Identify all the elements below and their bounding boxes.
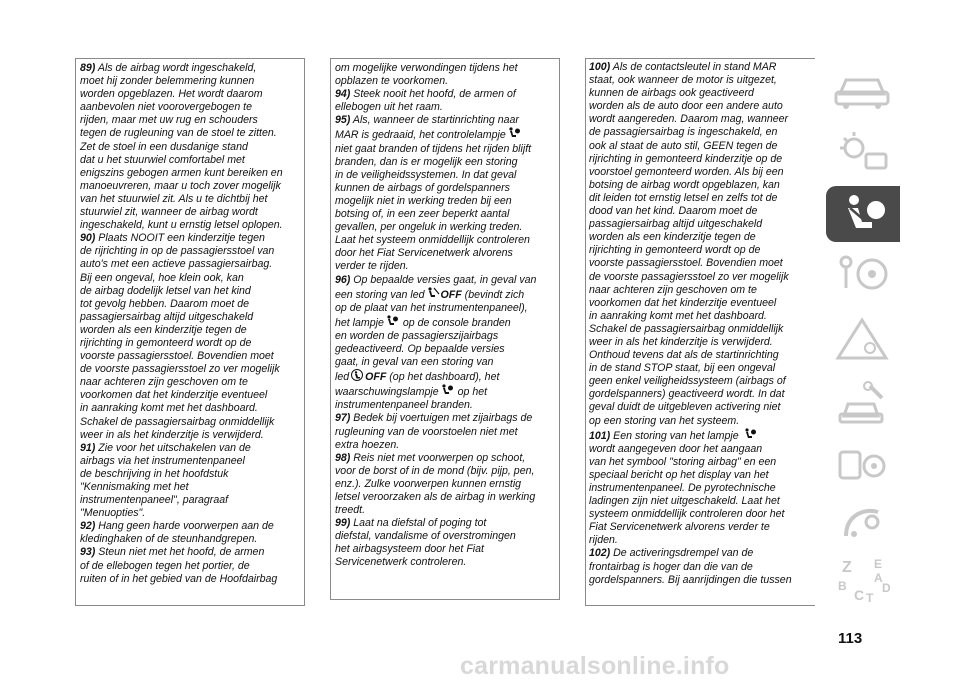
index-letter-a: A <box>874 571 883 585</box>
paragraph-96: 96) Op bepaalde versies gaat, in geval van een storing van led OFF (bevindt zich op de plaat van het instrumentenpaneel), het lampje op de console branden en worden de passagierszijairbags gedeactiveerd. Op bepaalde versies gaat, in geval van een storing van led OFF (op het dashboard), het waarschuwingslampje op het instrumentenpaneel branden. <box>335 273 537 412</box>
wrench-car-icon <box>826 376 900 432</box>
index-letter-e: E <box>874 557 883 571</box>
paragraph-102: 102) De activeringsdrempel van de frontairbag is hoger dan die van de gordelspanners. Bij aanrijdingen die tussen <box>589 547 792 586</box>
sidebar-tab-airbag-active[interactable] <box>826 186 900 242</box>
passenger-airbag-off-icon <box>426 287 440 299</box>
index-letter-z: Z <box>842 559 852 576</box>
paragraph-97: 97) Bedek bij voertuigen met zijairbags de rugleuning van de voorstoelen niet met extra hoezen. <box>335 412 533 451</box>
paragraph-90: 90) Plaats NOOIT een kinderzitje tegen de rijrichting in op de passagiersstoel van auto's met een actieve passagiersairbag. Bij een ongeval, hoe klein ook, kan de airbag dodelijk letsel van het kind tot gevolg hebben. Daarom moet de passagiersairbag altijd uitgeschakeld worden als een kinderzitje tegen de rijrichting in gemonteerd wordt op de voorste passagiersstoel. Bovendien moet de voorste passagiersstoel zo ver mogelijk naar achteren zijn geschoven om te voorkomen dat het kinderzitje eventueel in aanraking komt met het dashboard. Schakel de passagiersairbag onmiddellijk weer in als het kinderzitje is verwijderd. <box>80 232 280 441</box>
paragraph-99: 99) Laat na diefstal of poging tot diefstal, vandalisme of overstromingen het airbagsysteem door het Fiat Servicenetwerk controleren. <box>335 517 516 569</box>
column-3-bottom-border <box>585 605 815 606</box>
sidebar-tab-index[interactable] <box>826 552 900 608</box>
airbag-icon <box>826 186 900 242</box>
warning-column-2 <box>330 58 560 600</box>
music-nav-icon <box>826 494 900 550</box>
column-3-left-border <box>585 58 586 606</box>
index-letter-b: B <box>838 579 847 593</box>
warning-column-3 <box>585 58 815 606</box>
sidebar-tab-lights[interactable] <box>826 124 900 180</box>
paragraph-94: 94) Steek nooit het hoofd, de armen of ellebogen uit het raam. <box>335 88 516 114</box>
key-steering-icon <box>826 246 900 302</box>
index-letter-d: D <box>882 581 891 595</box>
airbag-warning-icon <box>743 428 757 440</box>
circled-airbag-off-icon <box>350 369 364 381</box>
paragraph-98: 98) Reis niet met voorwerpen op schoot, voor de borst of in de mond (bijv. pijp, pen, enz.). Zulke voorwerpen kunnen ernstig letsel veroorzaken als de airbag in werking treedt. <box>335 451 536 517</box>
index-letters-icon <box>826 552 900 608</box>
settings-icon <box>826 438 900 494</box>
paragraph-95: 95) Als, wanneer de startinrichting naar MAR is gedraaid, het controlelampje niet gaat branden of tijdens het rijden blijft branden, dan is er mogelijk een storing in de veiligheidssystemen. In dat geval kunnen de airbags of gordelspanners mogelijk niet in werking treden bij een botsing of, in een zeer beperkt aantal gevallen, per ongeluk in werking treden. Laat het systeem onmiddellijk controleren door het Fiat Servicenetwerk alvorens verder te rijden. <box>335 114 532 273</box>
warning-triangle-icon <box>826 312 900 368</box>
index-letter-t: T <box>866 591 874 605</box>
lights-icon <box>826 124 900 180</box>
paragraph-101: 101) Een storing van het lampje wordt aangegeven door het aangaan van het symbool "storing airbag" en een speciaal bericht op het display van het instrumentenpaneel. De pyrotechnische ladingen zijn niet uitgeschakeld. Laat het systeem onmiddellijk controleren door het Fiat Servicenetwerk alvorens verder te rijden. <box>589 429 785 547</box>
index-letter-c: C <box>854 587 865 603</box>
sidebar-tab-technical[interactable] <box>826 438 900 494</box>
warning-column-1 <box>75 58 305 606</box>
column-3-top-border <box>585 58 815 59</box>
paragraph-89: 89) Als de airbag wordt ingeschakeld, moet hij zonder belemmering kunnen worden opgeblazen. Het wordt daarom aanbevolen niet voorovergebogen te rijden, maar met uw rug en schouders tegen de rugleuning van de stoel te zitten. Zet de stoel in een dusdanige stand dat u het stuurwiel comfortabel met enigszins gebogen armen kunt bereiken en manoeuvreren, maar u toch zover mogelijk van het stuurwiel zit. Als u te dichtbij het stuurwiel zit, wanneer de airbag wordt ingeschakeld, kunt u ernstig letsel oplopen. <box>80 62 283 232</box>
watermark: carmanualsonline.info <box>460 652 730 680</box>
paragraph-93-continued: om mogelijke verwondingen tijdens het opblazen te voorkomen. <box>335 62 518 88</box>
airbag-off-lamp-icon <box>385 315 399 327</box>
paragraph-93: 93) Steun niet met het hoofd, de armen of de ellebogen tegen het portier, de ruiten of in het gebied van de Hoofdairbag <box>80 546 278 585</box>
paragraph-92: 92) Hang geen harde voorwerpen aan de kledinghaken of de steunhandgrepen. <box>80 520 274 546</box>
airbag-warning-lamp-icon <box>440 384 454 396</box>
airbag-warning-icon <box>507 127 521 139</box>
page-number: 113 <box>838 630 863 647</box>
sidebar-tab-maintenance[interactable] <box>826 376 900 432</box>
sidebar-tab-emergency[interactable] <box>826 312 900 368</box>
car-icon <box>826 60 900 116</box>
sidebar-tab-starting[interactable] <box>826 246 900 302</box>
sidebar-tab-multimedia[interactable] <box>826 494 900 550</box>
sidebar-tab-car[interactable] <box>826 60 900 116</box>
paragraph-91: 91) Zie voor het uitschakelen van de airbags via het instrumentenpaneel de beschrijving in het hoofdstuk "Kennismaking met het instrumentenpaneel", paragraaf "Menuopties". <box>80 441 251 520</box>
paragraph-100: 100) Als de contactsleutel in stand MAR staat, ook wanneer de motor is uitgezet, kunnen de airbags ook geactiveerd worden als de auto door een andere auto wordt aangereden. Daarom mag, wanneer de passagiersairbag is ingeschakeld, en ook al staat de auto stil, GEEN tegen de rijrichting in gemonteerd kinderzitje op de voorstoel gemonteerd worden. Als bij een botsing de airbag wordt opgeblazen, kan dit leiden tot ernstig letsel en zelfs tot de dood van het kind. Daarom moet de passagiersairbag altijd uitgeschakeld worden als een kinderzitje tegen de rijrichting in gemonteerd wordt op de voorste passagiersstoel. Bovendien moet de voorste passagiersstoel zo ver mogelijk naar achteren zijn geschoven om te voorkomen dat het kinderzitje eventueel in aanraking komt met het dashboard. Schakel de passagiersairbag onmiddellijk weer in als het kinderzitje is verwijderd. Onthoud tevens dat als de startinrichting in de stand STOP staat, bij een ongeval geen enkel veiligheidssysteem (airbags of gordelspanners) geactiveerd wordt. In dat geval duidt de uitgebleven activering niet op een storing van het systeem. <box>589 61 789 427</box>
